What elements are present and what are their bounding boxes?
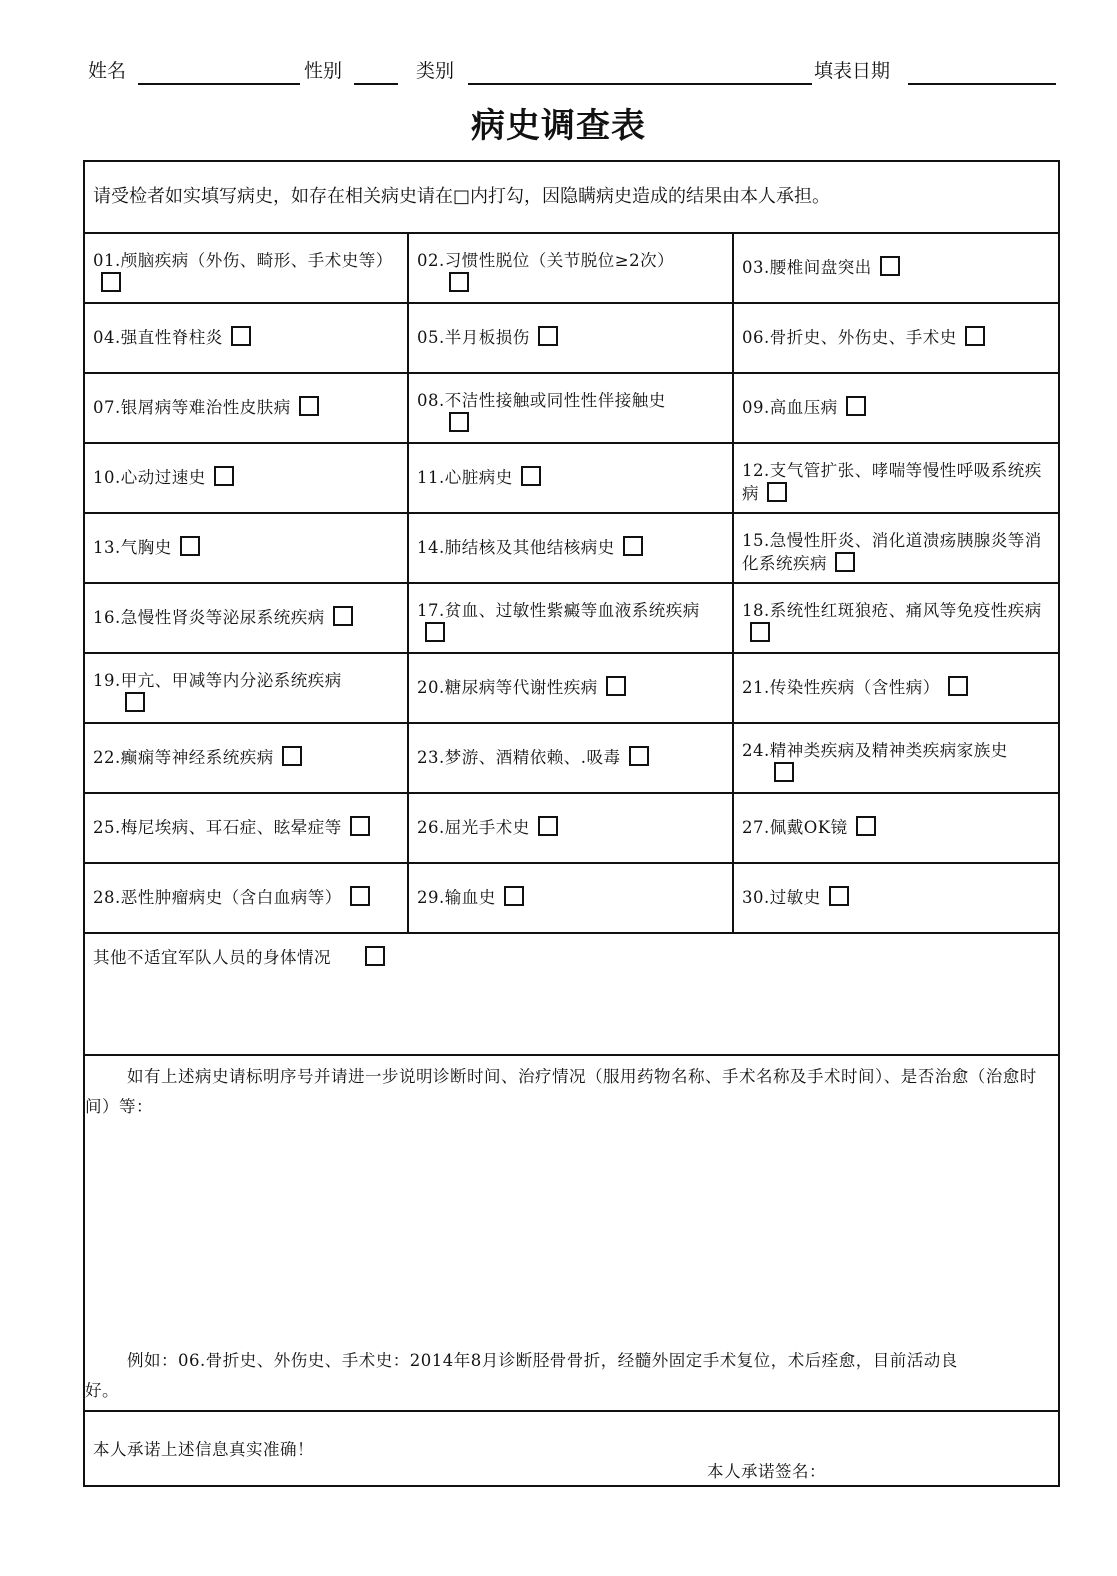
condition-item-03 (734, 234, 1058, 304)
condition-checkbox[interactable] (829, 886, 849, 906)
condition-checkbox[interactable] (948, 676, 968, 696)
condition-label: 29.输血史 (417, 888, 496, 907)
condition-item-11 (409, 444, 734, 514)
details-prompt: 如有上述病史请标明序号并请进一步说明诊断时间、治疗情况（服用药物名称、手术名称及手术时间）、是否治愈（治愈时间）等： (85, 1067, 1037, 1116)
condition-checkbox[interactable] (350, 816, 370, 836)
condition-item-29 (409, 864, 734, 934)
condition-item-15 (734, 514, 1058, 584)
condition-item-09 (734, 374, 1058, 444)
condition-label: 12.支气管扩张、哮喘等慢性呼吸系统疾病 (742, 461, 1042, 503)
condition-item-17 (409, 584, 734, 654)
condition-checkbox[interactable] (333, 606, 353, 626)
condition-item-12 (734, 444, 1058, 514)
condition-item-26 (409, 794, 734, 864)
condition-item-02 (409, 234, 734, 304)
condition-label: 27.佩戴OK镜 (742, 818, 848, 837)
date-label: 填表日期 (814, 60, 891, 82)
condition-label: 02.习惯性脱位（关节脱位≥2次） (417, 251, 675, 270)
header-fields (88, 50, 1058, 90)
condition-item-06 (734, 304, 1058, 374)
condition-item-27 (734, 794, 1058, 864)
condition-label: 14.肺结核及其他结核病史 (417, 538, 615, 557)
condition-checkbox[interactable] (425, 622, 445, 642)
condition-item-30 (734, 864, 1058, 934)
condition-item-22 (85, 724, 409, 794)
condition-checkbox[interactable] (449, 272, 469, 292)
condition-item-19 (85, 654, 409, 724)
condition-checkbox[interactable] (846, 396, 866, 416)
condition-checkbox[interactable] (606, 676, 626, 696)
condition-label: 21.传染性疾病（含性病） (742, 678, 940, 697)
condition-item-04 (85, 304, 409, 374)
condition-checkbox[interactable] (101, 272, 121, 292)
condition-label: 07.银屑病等难治性皮肤病 (93, 398, 291, 417)
condition-checkbox[interactable] (623, 536, 643, 556)
condition-label: 11.心脏病史 (417, 468, 513, 487)
condition-label: 13.气胸史 (93, 538, 172, 557)
condition-item-10 (85, 444, 409, 514)
pledge-statement: 本人承诺上述信息真实准确！ (93, 1440, 314, 1459)
condition-item-25 (85, 794, 409, 864)
condition-checkbox[interactable] (231, 326, 251, 346)
condition-checkbox[interactable] (538, 816, 558, 836)
condition-label: 30.过敏史 (742, 888, 821, 907)
condition-item-21 (734, 654, 1058, 724)
condition-item-01 (85, 234, 409, 304)
category-label: 类别 (416, 60, 455, 82)
instruction-text: 请受检者如实填写病史，如存在相关病史请在□内打勾，因隐瞒病史造成的结果由本人承担。 (85, 162, 1058, 234)
condition-label: 05.半月板损伤 (417, 328, 530, 347)
condition-grid (85, 234, 1058, 934)
condition-checkbox[interactable] (767, 482, 787, 502)
condition-item-05 (409, 304, 734, 374)
condition-checkbox[interactable] (835, 552, 855, 572)
condition-item-07 (85, 374, 409, 444)
condition-label: 01.颅脑疾病（外伤、畸形、手术史等） (93, 251, 393, 270)
gender-field[interactable] (354, 83, 398, 85)
history-form (83, 160, 1060, 1487)
condition-item-18 (734, 584, 1058, 654)
condition-label: 03.腰椎间盘突出 (742, 258, 872, 277)
date-field[interactable] (908, 83, 1056, 85)
condition-label: 16.急慢性肾炎等泌尿系统疾病 (93, 608, 325, 627)
condition-label: 25.梅尼埃病、耳石症、眩晕症等 (93, 818, 342, 837)
condition-label: 04.强直性脊柱炎 (93, 328, 223, 347)
condition-checkbox[interactable] (521, 466, 541, 486)
condition-item-13 (85, 514, 409, 584)
condition-checkbox[interactable] (125, 692, 145, 712)
condition-checkbox[interactable] (282, 746, 302, 766)
name-field[interactable] (138, 83, 300, 85)
condition-label: 20.糖尿病等代谢性疾病 (417, 678, 598, 697)
condition-label: 18.系统性红斑狼疮、痛风等免疫性疾病 (742, 601, 1042, 620)
condition-checkbox[interactable] (774, 762, 794, 782)
condition-checkbox[interactable] (299, 396, 319, 416)
condition-checkbox[interactable] (180, 536, 200, 556)
condition-checkbox[interactable] (538, 326, 558, 346)
condition-checkbox[interactable] (504, 886, 524, 906)
condition-label: 23.梦游、酒精依赖、.吸毒 (417, 748, 621, 767)
condition-checkbox[interactable] (750, 622, 770, 642)
category-field[interactable] (468, 83, 812, 85)
condition-label: 24.精神类疾病及精神类疾病家族史 (742, 741, 1008, 760)
condition-item-28 (85, 864, 409, 934)
condition-item-16 (85, 584, 409, 654)
condition-item-08 (409, 374, 734, 444)
page-title: 病史调查表 (471, 106, 646, 146)
condition-item-24 (734, 724, 1058, 794)
condition-checkbox[interactable] (350, 886, 370, 906)
condition-checkbox[interactable] (214, 466, 234, 486)
name-label: 姓名 (88, 60, 127, 82)
condition-label: 06.骨折史、外伤史、手术史 (742, 328, 957, 347)
details-example: 例如：06.骨折史、外伤史、手术史：2014年8月诊断胫骨骨折，经髓外固定手术复位，术后痊愈，目前活动良好。 (85, 1351, 958, 1400)
condition-label: 19.甲亢、甲减等内分泌系统疾病 (93, 671, 342, 690)
condition-checkbox[interactable] (629, 746, 649, 766)
condition-label: 22.癫痫等神经系统疾病 (93, 748, 274, 767)
condition-checkbox[interactable] (856, 816, 876, 836)
other-conditions-checkbox[interactable] (365, 946, 385, 966)
condition-label: 28.恶性肿瘤病史（含白血病等） (93, 888, 342, 907)
pledge-section (85, 1412, 1058, 1485)
signature-label[interactable]: 本人承诺签名： (707, 1462, 826, 1481)
condition-checkbox[interactable] (449, 412, 469, 432)
condition-label: 09.高血压病 (742, 398, 838, 417)
condition-label: 15.急慢性肝炎、消化道溃疡胰腺炎等消化系统疾病 (742, 531, 1042, 573)
condition-item-14 (409, 514, 734, 584)
other-conditions-label: 其他不适宜军队人员的身体情况 (93, 948, 331, 967)
other-conditions-section (85, 934, 1058, 1056)
condition-checkbox[interactable] (880, 256, 900, 276)
condition-label: 26.屈光手术史 (417, 818, 530, 837)
condition-checkbox[interactable] (965, 326, 985, 346)
condition-label: 08.不洁性接触或同性性伴接触史 (417, 391, 666, 410)
condition-item-23 (409, 724, 734, 794)
condition-label: 17.贫血、过敏性紫癜等血液系统疾病 (417, 601, 700, 620)
condition-item-20 (409, 654, 734, 724)
condition-label: 10.心动过速史 (93, 468, 206, 487)
gender-label: 性别 (304, 60, 343, 82)
details-section[interactable] (85, 1056, 1058, 1412)
